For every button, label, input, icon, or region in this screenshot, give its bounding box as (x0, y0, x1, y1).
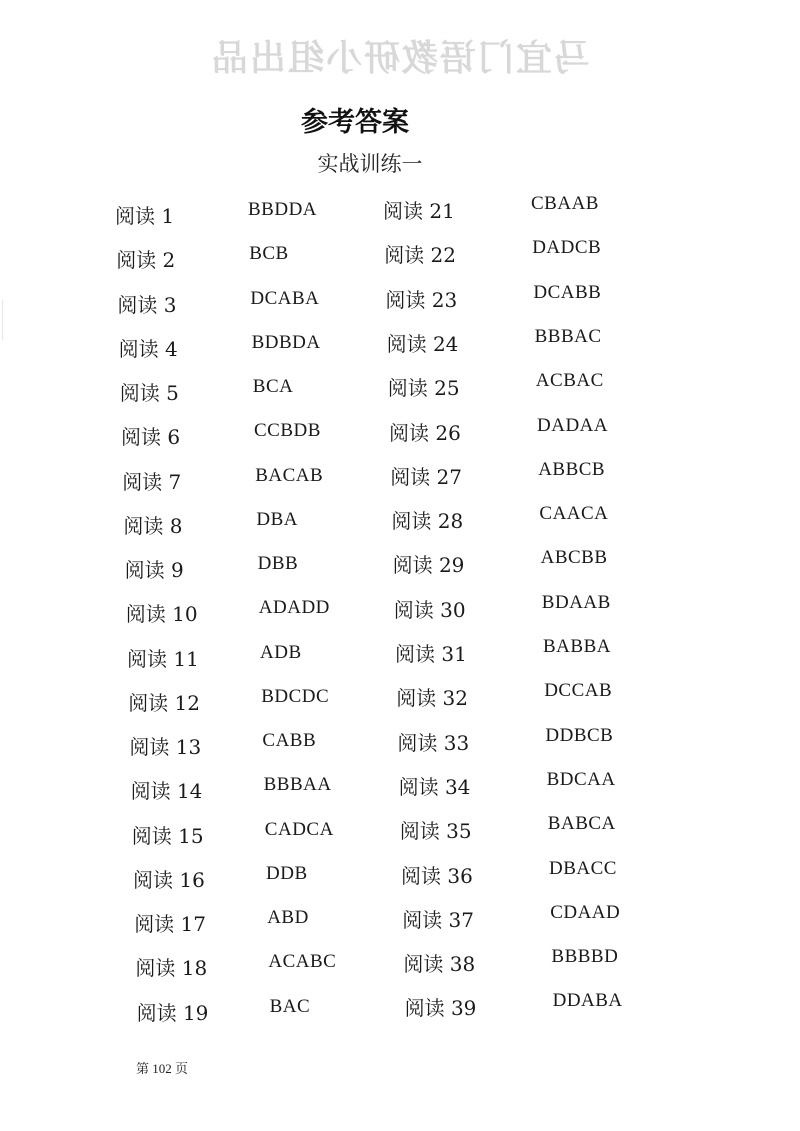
reading-label: 阅读 24 (386, 331, 459, 356)
answer-code: BCB (249, 243, 289, 265)
answer-code: BBBAC (534, 325, 602, 347)
reading-label: 阅读 6 (121, 425, 181, 450)
answer-row (403, 948, 800, 978)
reading-label: 阅读 26 (389, 420, 461, 445)
reading-label: 阅读 14 (130, 779, 203, 804)
reading-label: 阅读 10 (125, 602, 198, 627)
reading-label: 阅读 7 (122, 469, 182, 494)
answer-row (397, 724, 800, 757)
answer-code: BBDDA (248, 199, 318, 220)
answer-code: DBACC (549, 857, 617, 879)
reading-label: 阅读 9 (124, 558, 184, 582)
answer-code: DCCAB (544, 680, 613, 702)
answer-code: CBAAB (531, 193, 599, 214)
reading-label: 阅读 11 (127, 646, 199, 671)
answer-row (396, 682, 800, 712)
answer-row (402, 901, 800, 934)
answer-code: ADB (260, 641, 302, 663)
answer-code: DDABA (552, 990, 623, 1012)
answer-code: BDBDA (251, 331, 321, 353)
reading-label: 阅读 22 (384, 243, 456, 268)
answer-code: DBB (257, 553, 299, 574)
answer-row (401, 857, 800, 890)
answer-code: BCA (252, 376, 294, 397)
answer-code: DADAA (537, 414, 609, 436)
answer-code: BABCA (547, 813, 616, 835)
reading-label: 阅读 32 (396, 686, 468, 711)
header-watermark: 马宜门语教研小组出品 (210, 38, 591, 79)
answer-code: DADCB (532, 237, 602, 259)
answer-code: BDAAB (541, 591, 611, 613)
answer-code: BAC (269, 995, 311, 1017)
answer-row (386, 325, 800, 358)
reading-label: 阅读 17 (134, 912, 206, 936)
section-title: 实战训练一 (317, 152, 423, 176)
reading-label: 阅读 8 (123, 513, 183, 538)
answer-code: DBA (256, 508, 299, 530)
reading-label: 阅读 28 (391, 509, 464, 534)
page-title: 参考答案 (301, 107, 409, 138)
answer-row (398, 768, 800, 801)
page-number: 第 102 页 (136, 1061, 189, 1076)
answer-code: BACAB (255, 464, 324, 486)
answer-row (383, 195, 800, 225)
answer-row (388, 372, 800, 402)
reading-label: 阅读 36 (401, 863, 473, 888)
reading-label: 阅读 31 (395, 642, 467, 666)
reading-label: 阅读 5 (119, 381, 179, 405)
answer-row (389, 414, 800, 447)
answer-code: DCABA (250, 287, 320, 309)
answer-row (393, 549, 800, 579)
reading-label: 阅读 33 (397, 730, 470, 755)
answer-row (385, 281, 800, 314)
reading-label: 阅读 37 (402, 907, 474, 932)
reading-label: 阅读 29 (392, 553, 465, 578)
answer-code: DDBCB (545, 724, 614, 746)
answer-code: CAACA (539, 503, 609, 525)
reading-label: 阅读 19 (136, 1000, 209, 1025)
answer-code: ABCBB (540, 547, 608, 569)
reading-label: 阅读 34 (398, 774, 471, 799)
answer-code: DDB (266, 862, 308, 884)
answer-code: BBBBD (551, 946, 619, 968)
answer-code: ABBCB (538, 458, 606, 480)
answer-row (405, 992, 800, 1022)
reading-label: 阅读 21 (383, 199, 455, 223)
answer-code: CDAAD (550, 901, 621, 923)
answer-code: BDCAA (546, 768, 616, 790)
answer-row (390, 458, 800, 491)
answer-code: BBBAA (263, 774, 332, 796)
reading-label: 阅读 4 (118, 336, 178, 361)
reading-label: 阅读 18 (135, 956, 208, 981)
answer-code: ACABC (268, 951, 337, 973)
reading-label: 阅读 39 (404, 996, 477, 1021)
answer-code: BABBA (543, 636, 611, 657)
answer-code: CADCA (264, 818, 334, 840)
reading-label: 阅读 38 (403, 952, 476, 977)
reading-label: 阅读 16 (133, 867, 205, 892)
reading-label: 阅读 13 (129, 735, 202, 759)
answer-code: ACBAC (535, 370, 604, 392)
reading-label: 阅读 30 (393, 597, 466, 622)
reading-label: 阅读 23 (385, 287, 458, 312)
answer-code: CABB (262, 730, 317, 751)
answer-code: CCBDB (254, 420, 321, 442)
answer-code: ABD (267, 907, 309, 928)
answer-row (384, 239, 800, 269)
reading-label: 阅读 25 (387, 376, 460, 401)
answer-row (393, 591, 800, 624)
answer-code: BDCDC (261, 685, 330, 707)
reading-label: 阅读 3 (117, 292, 177, 317)
reading-label: 阅读 35 (399, 819, 472, 844)
reading-label: 阅读 1 (115, 204, 175, 228)
answer-row (400, 815, 800, 845)
answer-row (395, 638, 800, 668)
reading-label: 阅读 12 (128, 690, 200, 715)
reading-label: 阅读 2 (116, 248, 176, 273)
answer-row (391, 505, 800, 535)
reading-label: 阅读 27 (390, 464, 462, 489)
reading-label: 阅读 15 (131, 823, 204, 848)
answer-code: ADADD (258, 597, 330, 619)
answer-code: DCABB (533, 281, 602, 303)
